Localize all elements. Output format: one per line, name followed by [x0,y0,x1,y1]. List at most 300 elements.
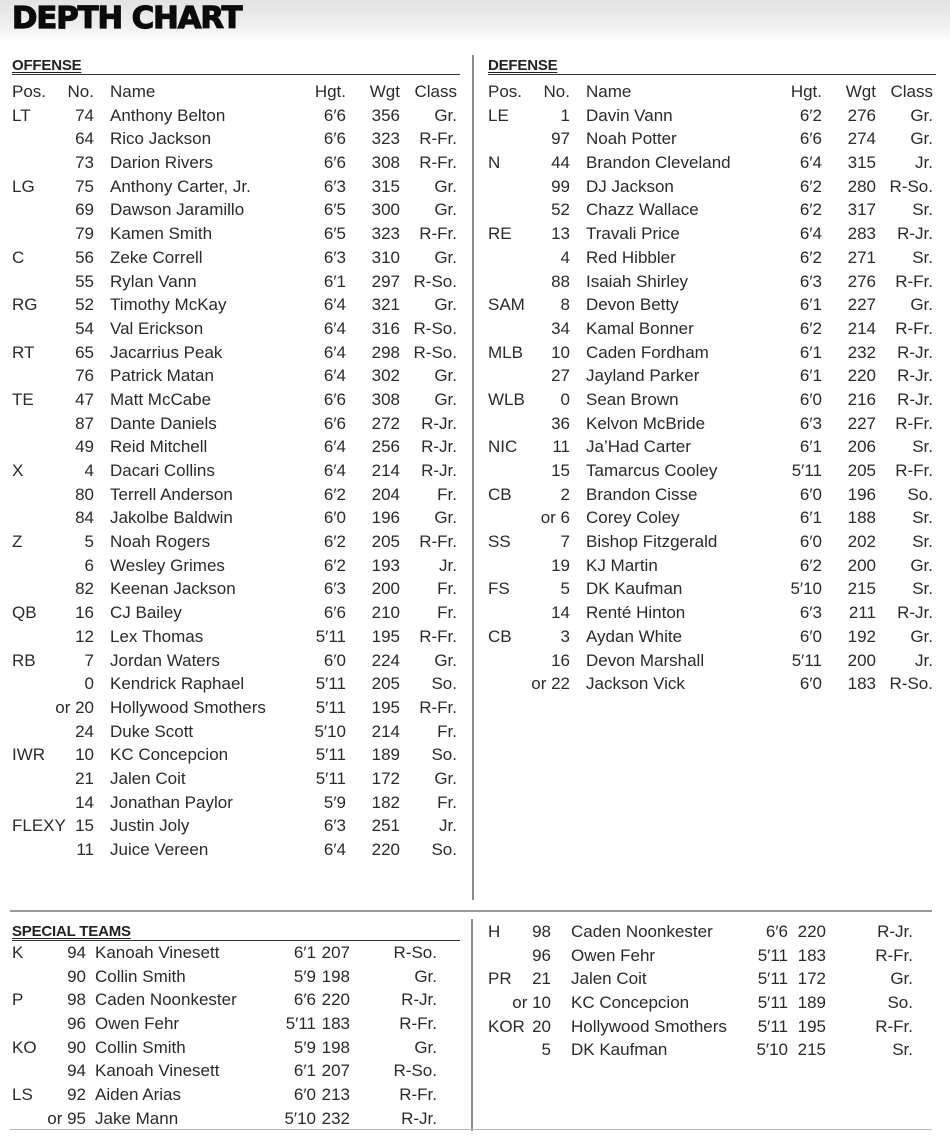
player-row [488,270,936,294]
class-year: R-Fr. [875,1016,913,1036]
height: 6′4 [323,295,346,315]
jersey-number: 12 [75,626,94,646]
jersey-number: 3 [560,626,570,646]
height: 5′11 [757,969,788,989]
class-year: R-Fr. [895,271,933,291]
height: 6′3 [799,413,822,433]
player-row [12,672,460,696]
weight: 276 [847,271,876,291]
player-row [488,672,936,696]
player-row [488,317,936,341]
jersey-number: 44 [551,153,570,173]
player-name: Tamarcus Cooley [586,461,718,480]
class-year: Gr. [910,555,933,575]
jersey-number: 34 [551,318,570,338]
player-row [12,965,460,989]
player-name: Aydan White [586,626,683,646]
jersey-number: 56 [75,247,94,267]
position: CB [488,626,512,646]
weight: 356 [371,105,400,125]
height: 6′3 [323,176,346,196]
jersey-number: 21 [532,969,551,989]
player-row [12,625,460,649]
jersey-number: 65 [75,342,94,362]
class-year: R-Fr. [419,224,457,244]
jersey-number: or 10 [512,993,551,1013]
weight: 302 [371,366,400,386]
player-name: Val Erickson [110,318,204,338]
weight: 256 [371,437,400,457]
height: 6′4 [323,461,346,480]
jersey-number: 2 [560,484,570,504]
weight: 323 [371,129,400,149]
height: 6′1 [293,1061,316,1081]
player-row [488,944,936,968]
jersey-number: 4 [84,461,94,480]
class-year: R-Fr. [419,153,457,173]
height: 6′6 [293,990,316,1010]
height: 6′5 [323,200,346,220]
weight: 220 [797,922,826,941]
weight: 214 [847,318,876,338]
section-divider [10,910,932,912]
player-name: Caden Noonkester [571,922,713,941]
player-name: Collin Smith [95,966,186,986]
player-row [12,104,460,128]
player-row [12,791,460,815]
height: 5′11 [315,626,346,646]
col-name: Name [110,82,156,101]
jersey-number: 15 [75,816,94,836]
player-name: Travali Price [586,224,680,244]
weight: 210 [371,603,400,623]
height: 5′11 [315,697,346,717]
class-year: Gr. [910,295,933,315]
jersey-number: 94 [67,943,86,962]
height: 6′3 [799,271,822,291]
player-row [12,601,460,625]
class-year: Fr. [437,484,457,504]
player-name: Juice Vereen [110,840,209,859]
weight: 216 [847,389,876,409]
class-year: Jr. [915,650,933,670]
jersey-number: or 22 [531,674,570,694]
player-name: Jakolbe Baldwin [110,508,233,528]
player-row [488,601,936,625]
player-name: Kanoah Vinesett [95,1061,220,1081]
weight: 271 [847,247,876,267]
class-year: So. [431,745,457,765]
player-name: Kamen Smith [110,224,213,244]
height: 6′3 [799,603,822,623]
class-year: Sr. [892,1040,913,1060]
player-row [12,246,460,270]
height: 5′10 [790,579,822,599]
player-row [488,222,936,246]
class-year: R-Jr. [897,224,933,244]
col-class: Class [890,82,933,101]
player-name: Darion Rivers [110,153,213,173]
player-name: Anthony Belton [110,105,226,125]
jersey-number: 73 [75,153,94,173]
jersey-number: 16 [75,603,94,623]
player-row [12,1012,460,1036]
position: FS [488,579,510,599]
player-name: Chazz Wallace [586,200,699,220]
player-row [488,341,936,365]
player-row [488,506,936,530]
position: SAM [488,295,525,315]
class-year: Fr. [437,603,457,623]
height: 6′4 [323,318,346,338]
class-year: R-Fr. [399,1085,437,1105]
defense-column-headers [488,80,936,104]
position: RT [12,342,35,362]
player-row [12,198,460,222]
special-teams-section [12,922,460,1131]
position: NIC [488,437,518,457]
position: C [12,247,25,267]
weight: 315 [371,176,400,196]
position: KO [12,1037,37,1057]
player-row [488,246,936,270]
col-no: No. [67,82,94,101]
player-row [12,293,460,317]
class-year: Gr. [434,176,457,196]
position: RG [12,295,38,315]
weight: 172 [797,969,826,989]
column-divider [472,55,474,900]
player-name: Brandon Cisse [586,484,698,504]
player-name: Corey Coley [586,508,680,528]
height: 6′0 [799,532,822,552]
class-year: R-Fr. [419,129,457,149]
player-row [488,151,936,175]
weight: 310 [371,247,400,267]
player-name: Ja’Had Carter [586,437,691,457]
position: LT [12,105,31,125]
position: SS [488,532,511,552]
jersey-number: 90 [67,1037,86,1057]
height: 6′4 [323,342,346,362]
height: 6′4 [799,153,822,173]
class-year: R-Jr. [421,413,457,433]
height: 6′4 [323,840,346,859]
player-row [488,198,936,222]
height: 6′1 [799,366,822,386]
height: 6′3 [323,247,346,267]
player-name: Wesley Grimes [110,555,225,575]
height: 6′0 [799,389,822,409]
player-row [12,743,460,767]
position: Z [12,532,23,552]
player-name: Sean Brown [586,389,679,409]
player-name: Duke Scott [110,721,194,741]
player-name: DK Kaufman [586,579,683,599]
position: LE [488,105,509,125]
weight: 205 [847,461,876,480]
height: 6′0 [323,650,346,670]
jersey-number: 5 [84,532,94,552]
height: 5′11 [757,993,788,1013]
special-teams-divider [471,919,473,1131]
class-year: Sr. [912,200,933,220]
player-name: Anthony Carter, Jr. [110,176,251,196]
player-row [12,1107,460,1131]
class-year: R-So. [889,176,933,196]
weight: 220 [371,840,400,859]
weight: 200 [371,579,400,599]
class-year: Gr. [434,200,457,220]
weight: 215 [847,579,876,599]
height: 5′9 [293,966,316,986]
player-row [12,506,460,530]
weight: 283 [847,224,876,244]
jersey-number: 1 [560,105,570,125]
position: IWR [12,745,46,765]
player-row [488,991,936,1015]
jersey-number: 55 [75,271,94,291]
player-row [12,222,460,246]
player-name: Bishop Fitzgerald [586,532,718,552]
player-name: Dawson Jaramillo [110,200,245,220]
jersey-number: 76 [75,366,94,386]
offense-column-headers [12,80,460,104]
player-row [12,1059,460,1083]
jersey-number: 36 [551,413,570,433]
jersey-number: 15 [551,461,570,480]
height: 6′5 [323,224,346,244]
player-name: DK Kaufman [571,1040,668,1060]
player-row [488,127,936,151]
player-row [488,459,936,483]
player-name: Devon Betty [586,295,679,315]
player-name: Matt McCabe [110,389,212,409]
height: 6′6 [323,413,346,433]
player-row [12,554,460,578]
player-name: Red Hibbler [586,247,676,267]
height: 5′10 [284,1108,316,1128]
player-row [488,1038,936,1062]
position: RB [12,650,36,670]
position: PR [488,969,512,989]
weight: 189 [797,993,826,1013]
jersey-number: 99 [551,176,570,196]
player-name: Rico Jackson [110,129,212,149]
class-year: R-Jr. [401,1108,437,1128]
player-name: Noah Rogers [110,532,211,552]
position: LG [12,176,35,196]
class-year: Fr. [437,792,457,812]
weight: 308 [371,389,400,409]
jersey-number: 98 [67,990,86,1010]
position: KOR [488,1016,525,1036]
height: 6′6 [799,129,822,149]
weight: 321 [371,295,400,315]
player-name: Kendrick Raphael [110,674,245,694]
player-name: Reid Mitchell [110,437,208,457]
jersey-number: 11 [552,437,570,457]
height: 6′1 [799,437,822,457]
class-year: Sr. [912,437,933,457]
height: 6′0 [799,626,822,646]
weight: 183 [797,945,826,965]
player-name: Caden Noonkester [95,990,237,1010]
weight: 193 [371,555,400,575]
col-wgt: Wgt [845,82,876,101]
player-name: CJ Bailey [110,603,182,623]
player-name: Kamal Bonner [586,318,694,338]
height: 6′6 [323,129,346,149]
player-row [12,317,460,341]
weight: 308 [371,153,400,173]
player-row [488,388,936,412]
weight: 189 [371,745,400,765]
player-name: Timothy McKay [110,295,227,315]
class-year: Fr. [437,579,457,599]
player-name: Hollywood Smothers [110,697,266,717]
jersey-number: 20 [532,1016,551,1036]
jersey-number: 0 [84,674,94,694]
defense-section [488,56,936,696]
jersey-number: 80 [75,484,94,504]
weight: 196 [847,484,876,504]
jersey-number: 97 [551,129,570,149]
class-year: Gr. [414,966,437,986]
player-row [12,151,460,175]
player-row [12,767,460,791]
class-year: Gr. [434,247,457,267]
weight: 200 [847,650,876,670]
jersey-number: 7 [84,650,94,670]
col-hgt: Hgt. [790,82,822,101]
player-name: Keenan Jackson [110,579,236,599]
height: 5′9 [323,792,346,812]
player-row [12,577,460,601]
jersey-number: 16 [551,650,570,670]
jersey-number: 4 [560,247,570,267]
jersey-number: 96 [532,945,551,965]
position: FLEXY [12,816,66,836]
height: 6′2 [799,176,822,196]
class-year: R-So. [413,318,457,338]
position: QB [12,603,37,623]
player-row [12,341,460,365]
height: 5′11 [757,1016,788,1036]
class-year: Gr. [910,129,933,149]
jersey-number: 6 [84,555,94,575]
player-name: Justin Joly [110,816,190,836]
position: N [488,153,501,173]
weight: 215 [797,1040,826,1060]
height: 6′1 [799,508,822,528]
weight: 192 [847,626,876,646]
defense-title [488,56,936,75]
player-name: Hollywood Smothers [571,1016,727,1036]
position: H [488,922,501,941]
class-year: R-Jr. [897,603,933,623]
jersey-number: 14 [75,792,94,812]
jersey-number: 82 [75,579,94,599]
height: 6′2 [323,484,346,504]
class-year: R-Fr. [895,318,933,338]
class-year: Gr. [434,389,457,409]
jersey-number: 5 [541,1040,551,1060]
jersey-number: 79 [75,224,94,244]
weight: 207 [321,943,350,962]
class-year: R-Jr. [421,461,457,480]
weight: 276 [847,105,876,125]
jersey-number: 14 [551,603,570,623]
position: WLB [488,389,525,409]
class-year: R-Jr. [897,342,933,362]
weight: 205 [371,674,400,694]
jersey-number: 69 [75,200,94,220]
page-title: DEPTH CHART [12,1,242,36]
class-year: Gr. [414,1037,437,1057]
player-row [12,941,460,965]
jersey-number: 94 [67,1061,86,1081]
height: 5′11 [757,945,788,965]
class-year: R-So. [889,674,933,694]
class-year: So. [907,484,933,504]
height: 5′11 [285,1014,316,1034]
jersey-number: 11 [76,840,94,859]
player-row [12,388,460,412]
class-year: Jr. [439,555,457,575]
jersey-number: or 20 [55,697,94,717]
jersey-number: 64 [75,129,94,149]
class-year: So. [431,840,457,859]
height: 6′1 [293,943,316,962]
col-name: Name [586,82,632,101]
player-row [12,1036,460,1060]
player-name: Brandon Cleveland [586,153,731,173]
player-row [12,720,460,744]
class-year: Gr. [910,105,933,125]
weight: 202 [847,532,876,552]
player-row [488,577,936,601]
weight: 300 [371,200,400,220]
height: 6′1 [799,342,822,362]
player-name: Patrick Matan [110,366,214,386]
player-name: KJ Martin [586,555,658,575]
weight: 220 [847,366,876,386]
position: LS [12,1085,33,1105]
class-year: R-So. [393,1061,437,1081]
weight: 224 [371,650,400,670]
player-name: Lex Thomas [110,626,204,646]
player-name: Jayland Parker [586,366,700,386]
player-name: Jackson Vick [586,674,685,694]
jersey-number: 84 [75,508,94,528]
jersey-number: 5 [560,579,570,599]
weight: 272 [371,413,400,433]
height: 6′1 [799,295,822,315]
player-name: Dante Daniels [110,413,217,433]
height: 6′6 [765,922,788,941]
height: 6′3 [323,816,346,836]
weight: 227 [847,413,876,433]
height: 6′2 [799,200,822,220]
class-year: Fr. [437,721,457,741]
player-row [12,459,460,483]
class-year: R-Jr. [401,990,437,1010]
jersey-number: or 95 [47,1108,86,1128]
player-name: Collin Smith [95,1037,186,1057]
player-name: Jalen Coit [571,969,647,989]
jersey-number: 7 [560,532,570,552]
